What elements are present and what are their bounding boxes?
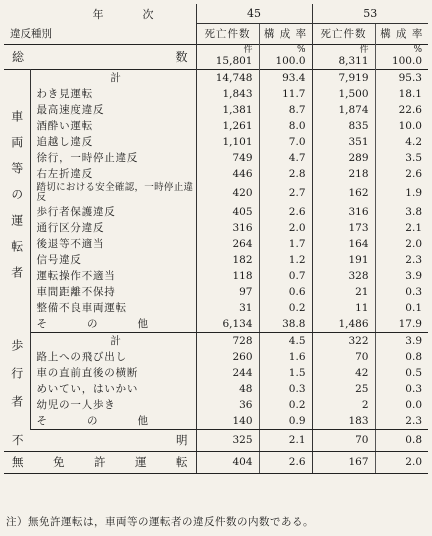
drivers-label: 計: [110, 71, 122, 84]
pedestrians-row: [4, 365, 428, 381]
unknown-count-45: 325: [196, 429, 259, 451]
drivers-label: 最高速度違反: [36, 103, 105, 116]
drivers-ratio-45: 7.0: [259, 134, 312, 150]
pedestrians-ratio-45: 0.3: [259, 381, 312, 397]
drivers-ratio-53: 95.3: [375, 69, 428, 86]
unlicensed-row: [4, 451, 428, 473]
drivers-ratio-53: 17.9: [375, 316, 428, 333]
drivers-ratio-53: 22.6: [375, 102, 428, 118]
drivers-label: 信号違反: [36, 253, 82, 266]
drivers-count-45: 182: [196, 252, 259, 268]
drivers-count-53: 1,500: [312, 86, 375, 102]
drivers-ratio-53: 4.2: [375, 134, 428, 150]
col-ratio-45: 構 成 率: [259, 24, 312, 45]
pedestrians-ratio-53: 2.3: [375, 413, 428, 430]
drivers-ratio-45: 0.2: [259, 300, 312, 316]
drivers-count-45: 6,134: [196, 316, 259, 333]
pedestrians-ratio-53: 3.9: [375, 332, 428, 349]
pedestrians-count-53: 322: [312, 332, 375, 349]
drivers-ratio-45: 1.2: [259, 252, 312, 268]
total-label: 総 数: [12, 50, 188, 64]
drivers-ratio-45: 1.7: [259, 236, 312, 252]
pedestrians-group-label: 歩行者: [4, 332, 30, 429]
unknown-label: 不 明: [4, 429, 196, 451]
total-count-53: 8,311: [338, 55, 369, 67]
unknown-count-53: 70: [312, 429, 375, 451]
pedestrians-ratio-53: 0.8: [375, 349, 428, 365]
pedestrians-row: [4, 413, 428, 430]
unit-count: 件: [243, 45, 253, 55]
drivers-count-53: 218: [312, 166, 375, 182]
drivers-label: 右左折違反: [36, 167, 93, 180]
drivers-count-53: 351: [312, 134, 375, 150]
drivers-count-45: 405: [196, 204, 259, 220]
pedestrians-label: 路上への飛び出し: [36, 350, 127, 363]
pedestrians-ratio-53: 0.0: [375, 397, 428, 413]
pedestrians-label: めいてい，はいかい: [36, 382, 139, 395]
drivers-count-53: 164: [312, 236, 375, 252]
drivers-count-45: 749: [196, 150, 259, 166]
drivers-ratio-53: 3.8: [375, 204, 428, 220]
footnote: 注）無免許運転は，車両等の運転者の違反件数の内数である。: [6, 516, 314, 528]
drivers-row: [4, 182, 428, 204]
drivers-label: 歩行者保護違反: [36, 205, 116, 218]
total-row: [4, 44, 428, 69]
drivers-count-45: 1,101: [196, 134, 259, 150]
pedestrians-count-45: 260: [196, 349, 259, 365]
drivers-row: [4, 236, 428, 252]
drivers-ratio-45: 38.8: [259, 316, 312, 333]
drivers-ratio-45: 2.8: [259, 166, 312, 182]
drivers-ratio-53: 2.0: [375, 236, 428, 252]
drivers-label: 酒酔い運転: [36, 119, 93, 132]
drivers-count-45: 1,843: [196, 86, 259, 102]
pedestrians-ratio-45: 1.5: [259, 365, 312, 381]
pedestrians-row: [4, 397, 428, 413]
drivers-ratio-45: 2.7: [259, 182, 312, 204]
drivers-label: 踏切における安全確認，一時停止違反: [36, 181, 194, 203]
pedestrians-label: その他: [30, 413, 196, 430]
drivers-count-53: 1,486: [312, 316, 375, 333]
pedestrians-ratio-45: 1.6: [259, 349, 312, 365]
drivers-row: [4, 69, 428, 86]
drivers-label: 整備不良車両運転: [36, 301, 127, 314]
drivers-row: [4, 204, 428, 220]
drivers-ratio-53: 0.1: [375, 300, 428, 316]
pedestrians-ratio-45: 4.5: [259, 332, 312, 349]
drivers-count-53: 835: [312, 118, 375, 134]
drivers-count-45: 14,748: [196, 69, 259, 86]
drivers-row: [4, 316, 428, 333]
drivers-ratio-53: 2.3: [375, 252, 428, 268]
pedestrians-count-53: 2: [312, 397, 375, 413]
drivers-label: 運転操作不適当: [36, 269, 116, 282]
unknown-ratio-45: 2.1: [259, 429, 312, 451]
drivers-ratio-45: 2.6: [259, 204, 312, 220]
drivers-count-45: 97: [196, 284, 259, 300]
year-45-header: 45: [196, 4, 312, 24]
drivers-ratio-45: 0.6: [259, 284, 312, 300]
pedestrians-label: 幼児の一人歩き: [36, 398, 116, 411]
col-count-45: 死亡件数: [196, 24, 259, 45]
drivers-count-45: 264: [196, 236, 259, 252]
unlicensed-ratio-53: 2.0: [375, 451, 428, 473]
drivers-label: 車間距離不保持: [36, 285, 116, 298]
pedestrians-ratio-53: 0.3: [375, 381, 428, 397]
drivers-count-45: 420: [196, 182, 259, 204]
unit-ratio: %: [296, 45, 306, 55]
drivers-row: [4, 220, 428, 236]
drivers-count-53: 316: [312, 204, 375, 220]
unknown-ratio-53: 0.8: [375, 429, 428, 451]
pedestrians-count-53: 183: [312, 413, 375, 430]
pedestrians-label: 計: [110, 334, 122, 347]
pedestrians-row: [4, 381, 428, 397]
drivers-row: [4, 268, 428, 284]
header-column-row: [4, 24, 428, 45]
drivers-label: 通行区分違反: [36, 221, 105, 234]
drivers-count-53: 162: [312, 182, 375, 204]
drivers-ratio-45: 8.0: [259, 118, 312, 134]
drivers-ratio-45: 2.0: [259, 220, 312, 236]
drivers-ratio-45: 8.7: [259, 102, 312, 118]
drivers-count-45: 1,381: [196, 102, 259, 118]
pedestrians-count-45: 728: [196, 332, 259, 349]
drivers-count-53: 328: [312, 268, 375, 284]
drivers-count-45: 446: [196, 166, 259, 182]
pedestrians-count-53: 25: [312, 381, 375, 397]
drivers-count-53: 7,919: [312, 69, 375, 86]
total-count-45: 15,801: [215, 55, 253, 67]
pedestrians-count-53: 42: [312, 365, 375, 381]
unlicensed-count-45: 404: [196, 451, 259, 473]
unknown-row: [4, 429, 428, 451]
drivers-row: [4, 284, 428, 300]
pedestrians-count-45: 140: [196, 413, 259, 430]
drivers-label: 後退等不適当: [36, 237, 105, 250]
drivers-label: わき見運転: [36, 87, 93, 100]
pedestrians-ratio-53: 0.5: [375, 365, 428, 381]
pedestrians-count-45: 36: [196, 397, 259, 413]
pedestrians-row: [4, 332, 428, 349]
drivers-row: [4, 300, 428, 316]
drivers-count-53: 191: [312, 252, 375, 268]
pedestrians-count-45: 48: [196, 381, 259, 397]
drivers-label: 徐行，一時停止違反: [36, 151, 139, 164]
unlicensed-count-53: 167: [312, 451, 375, 473]
drivers-count-53: 11: [312, 300, 375, 316]
drivers-ratio-53: 2.1: [375, 220, 428, 236]
drivers-row: [4, 102, 428, 118]
drivers-ratio-53: 2.6: [375, 166, 428, 182]
pedestrians-count-53: 70: [312, 349, 375, 365]
total-ratio-45: 100.0: [275, 55, 306, 67]
corner-type-label: 違反種別: [10, 28, 52, 40]
drivers-ratio-53: 3.9: [375, 268, 428, 284]
year-53-header: 53: [312, 4, 428, 24]
total-ratio-53: 100.0: [391, 55, 422, 67]
drivers-ratio-45: 4.7: [259, 150, 312, 166]
pedestrians-label: 車の直前直後の横断: [36, 366, 139, 379]
drivers-label: 追越し違反: [36, 135, 93, 148]
drivers-ratio-45: 93.4: [259, 69, 312, 86]
pedestrians-ratio-45: 0.9: [259, 413, 312, 430]
drivers-row: [4, 86, 428, 102]
drivers-row: [4, 134, 428, 150]
pedestrians-row: [4, 349, 428, 365]
unlicensed-label: 無 免 許 運 転: [4, 451, 196, 473]
drivers-ratio-53: 18.1: [375, 86, 428, 102]
drivers-count-53: 289: [312, 150, 375, 166]
pedestrians-count-45: 244: [196, 365, 259, 381]
unit-ratio: %: [413, 45, 422, 55]
drivers-row: [4, 150, 428, 166]
drivers-ratio-45: 11.7: [259, 86, 312, 102]
drivers-ratio-53: 3.5: [375, 150, 428, 166]
drivers-ratio-53: 1.9: [375, 182, 428, 204]
drivers-group-label: 車両等の運転者: [4, 69, 30, 332]
col-ratio-53: 構 成 率: [375, 24, 428, 45]
drivers-count-45: 31: [196, 300, 259, 316]
drivers-ratio-53: 10.0: [375, 118, 428, 134]
drivers-count-45: 316: [196, 220, 259, 236]
unlicensed-ratio-45: 2.6: [259, 451, 312, 473]
unit-count: 件: [359, 45, 369, 55]
drivers-label: その他: [30, 316, 196, 333]
drivers-ratio-45: 0.7: [259, 268, 312, 284]
drivers-count-53: 1,874: [312, 102, 375, 118]
drivers-row: [4, 166, 428, 182]
pedestrians-ratio-45: 0.2: [259, 397, 312, 413]
drivers-ratio-53: 0.3: [375, 284, 428, 300]
header-year-row: [4, 4, 428, 24]
violation-statistics-table: [4, 4, 428, 474]
drivers-count-53: 21: [312, 284, 375, 300]
col-count-53: 死亡件数: [312, 24, 375, 45]
drivers-row: [4, 252, 428, 268]
drivers-row: [4, 118, 428, 134]
drivers-count-45: 1,261: [196, 118, 259, 134]
drivers-count-45: 118: [196, 268, 259, 284]
drivers-count-53: 173: [312, 220, 375, 236]
corner-year-label: 年 次: [92, 7, 168, 21]
